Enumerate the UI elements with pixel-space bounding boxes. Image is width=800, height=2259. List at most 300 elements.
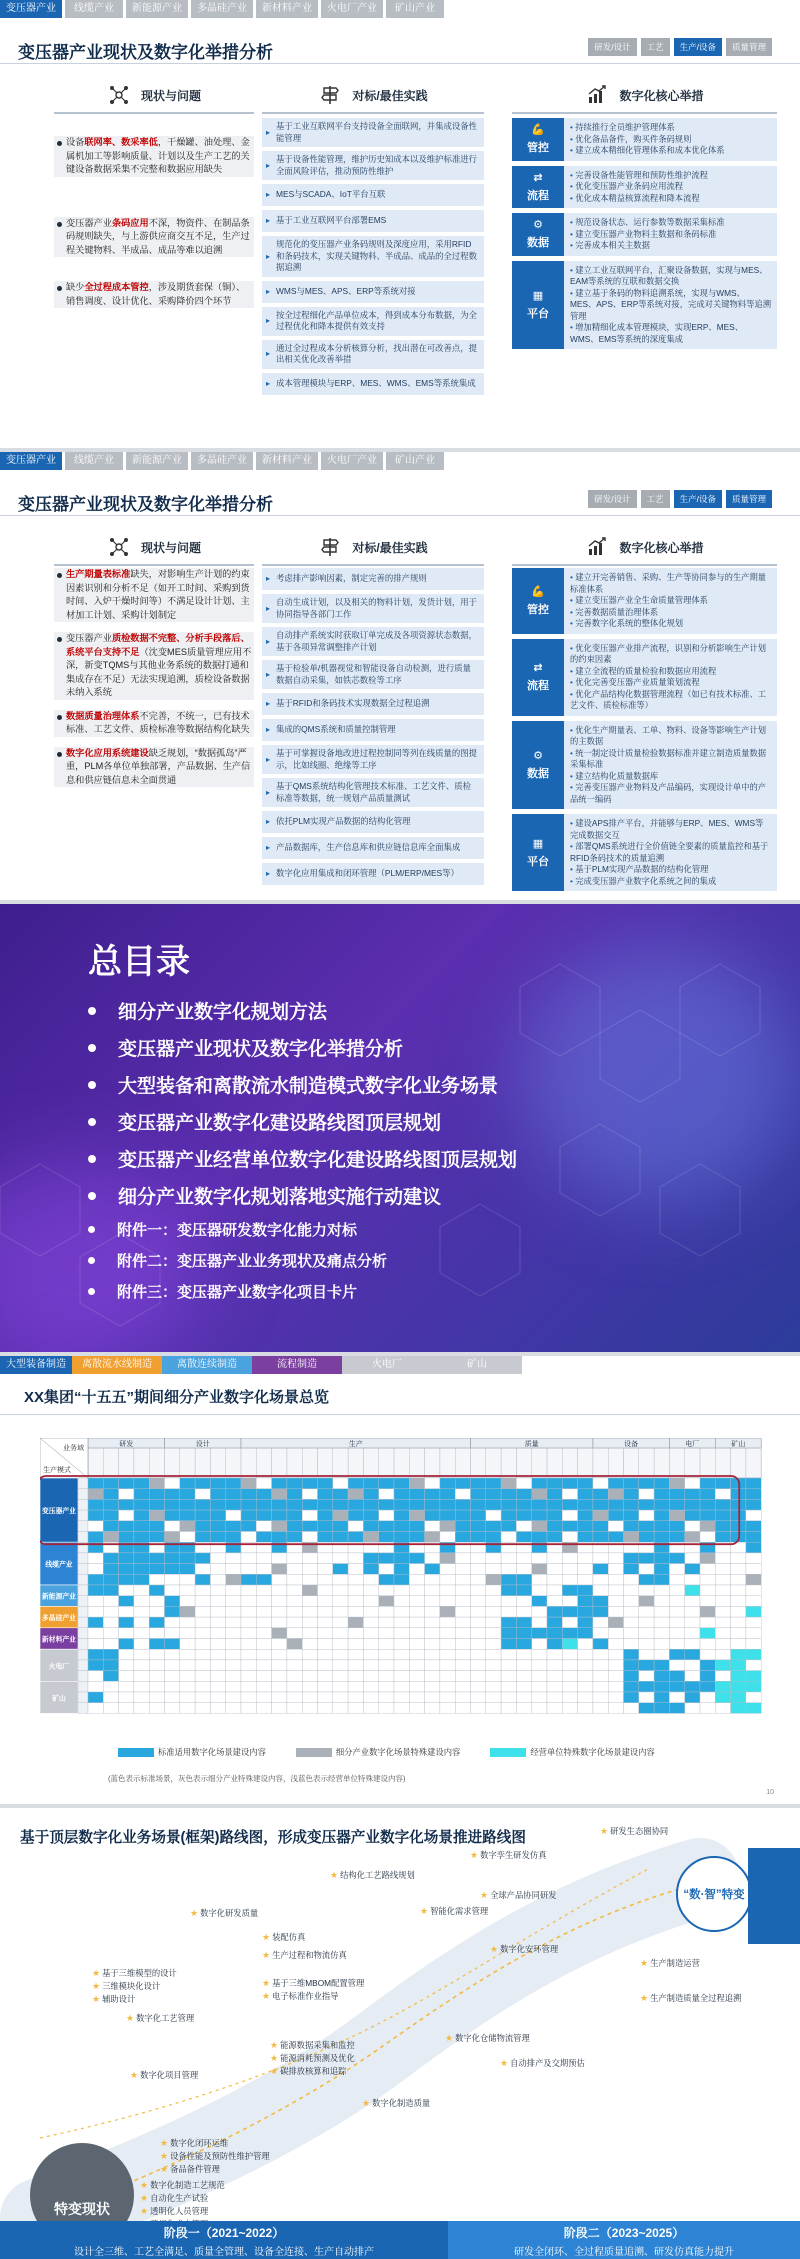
tab-new-material[interactable]: 新材料产业: [256, 0, 318, 18]
matrix-cell: [685, 1574, 700, 1585]
tab-cable[interactable]: 线缆产业: [65, 452, 123, 470]
toc-item[interactable]: 大型装备和离散流水制造模式数字化业务场景: [88, 1066, 728, 1103]
matrix-cell: [241, 1489, 256, 1500]
matrix-cell: [639, 1478, 654, 1489]
matrix-cell: [256, 1649, 271, 1660]
matrix-cell: [593, 1617, 608, 1628]
matrix-cell: [287, 1628, 302, 1639]
matrix-cell: [363, 1564, 378, 1575]
tab-polysilicon[interactable]: 多晶硅产业: [191, 452, 253, 470]
matrix-cell: [700, 1596, 715, 1607]
matrix-cell: [256, 1478, 271, 1489]
matrix-cell: [624, 1703, 639, 1714]
matrix-cell: [425, 1489, 440, 1500]
matrix-cell: [119, 1532, 134, 1543]
matrix-cell: [486, 1681, 501, 1692]
matrix-cell: [149, 1532, 164, 1543]
roadmap-scenario-node: ★ 设备性能及预防性维护管理: [160, 2151, 270, 2161]
matrix-cell: [134, 1639, 149, 1650]
matrix-cell: [195, 1553, 210, 1564]
matrix-cell: [119, 1553, 134, 1564]
stage-rd: 研发/设计: [588, 38, 636, 56]
matrix-cell: [88, 1489, 103, 1500]
matrix-cell: [318, 1596, 333, 1607]
matrix-cell: [379, 1478, 394, 1489]
matrix-cell: [333, 1564, 348, 1575]
matrix-cell: [440, 1521, 455, 1532]
matrix-cell: [578, 1510, 593, 1521]
matrix-cell: [654, 1532, 669, 1543]
matrix-cell: [195, 1478, 210, 1489]
tab-transformer[interactable]: 变压器产业: [0, 0, 62, 18]
tab-power-plant[interactable]: 火电厂产业: [321, 0, 383, 18]
matrix-cell: [608, 1489, 623, 1500]
matrix-cell: [409, 1660, 424, 1671]
matrix-cell: [287, 1532, 302, 1543]
matrix-cell: [287, 1617, 302, 1628]
tab-discrete-line[interactable]: 离散流水线制造: [72, 1356, 162, 1374]
matrix-cell: [746, 1681, 761, 1692]
matrix-cell: [593, 1489, 608, 1500]
tab-transformer[interactable]: 变压器产业: [0, 452, 62, 470]
toc-item[interactable]: 变压器产业经营单位数字化建设路线图顶层规划: [88, 1140, 728, 1177]
matrix-cell: [103, 1489, 118, 1500]
benchmark-item: ▸ 基于检验单/机器视觉和智能设备自动检测，进行质量数据自动采集，如铁芯数检等工序: [262, 660, 484, 689]
matrix-cell: [103, 1553, 118, 1564]
toc-list: [88, 992, 728, 1307]
matrix-cell: [333, 1606, 348, 1617]
roadmap-scenario-node: ★ 透明化人员管理: [140, 2206, 209, 2216]
matrix-cell: [425, 1521, 440, 1532]
matrix-cell: [425, 1606, 440, 1617]
row-group-label: 新能源产业: [42, 1593, 76, 1601]
matrix-cell: [88, 1478, 103, 1489]
matrix-cell: [516, 1703, 531, 1714]
matrix-cell: [363, 1703, 378, 1714]
matrix-cell: [639, 1499, 654, 1510]
matrix-cell: [119, 1671, 134, 1682]
matrix-cell: [654, 1574, 669, 1585]
column-header-measures: [512, 530, 777, 566]
matrix-cell: [501, 1681, 516, 1692]
matrix-cell: [226, 1574, 241, 1585]
column-header-benchmark: [262, 78, 484, 114]
matrix-cell: [593, 1510, 608, 1521]
phase-two-bar: [448, 2221, 800, 2259]
matrix-cell: [700, 1606, 715, 1617]
matrix-cell: [547, 1671, 562, 1682]
star-icon: ★: [362, 2098, 371, 2108]
matrix-cell: [624, 1596, 639, 1607]
matrix-cell: [624, 1617, 639, 1628]
roadmap-scenario-node: ★ 数字化制造工艺规范: [140, 2180, 225, 2190]
matrix-cell: [272, 1596, 287, 1607]
matrix-cell: [134, 1617, 149, 1628]
matrix-cell: [746, 1692, 761, 1703]
matrix-cell: [593, 1499, 608, 1510]
matrix-cell: [379, 1660, 394, 1671]
matrix-cell: [624, 1564, 639, 1575]
tab-process[interactable]: 流程制造: [252, 1356, 342, 1374]
matrix-cell: [149, 1660, 164, 1671]
matrix-cell: [624, 1510, 639, 1521]
matrix-cell: [746, 1628, 761, 1639]
matrix-cell: [103, 1617, 118, 1628]
matrix-cell: [715, 1660, 730, 1671]
matrix-cell: [149, 1703, 164, 1714]
matrix-cell: [669, 1703, 684, 1714]
matrix-cell: [287, 1489, 302, 1500]
matrix-cell: [210, 1671, 225, 1682]
matrix-cell: [746, 1510, 761, 1521]
matrix-cell: [471, 1703, 486, 1714]
matrix-cell: [486, 1671, 501, 1682]
signpost-icon: [318, 83, 342, 107]
matrix-cell: [103, 1596, 118, 1607]
star-icon: ★: [262, 1991, 271, 2001]
matrix-footnote: (蓝色表示标准场景，灰色表示细分产业特殊建设内容，浅蓝色表示经营单位特殊建设内容): [108, 1774, 406, 1783]
matrix-cell: [302, 1649, 317, 1660]
tab-cable[interactable]: 线缆产业: [65, 0, 123, 18]
star-icon: ★: [330, 1870, 339, 1880]
matrix-cell: [516, 1532, 531, 1543]
toc-appendix-item[interactable]: 附件一：变压器研发数字化能力对标: [88, 1214, 728, 1245]
matrix-cell: [746, 1671, 761, 1682]
matrix-cell: [318, 1585, 333, 1596]
phase-one-desc: 设计全三维、工艺全满足、质量全管理、设备全连接、生产自动排产: [74, 2247, 374, 2258]
measure-item: • 建立基于条码的物料追溯系统，实现与WMS、MES、APS、ERP等系统对接，完成对关键物料等追溯管理: [570, 288, 771, 323]
matrix-cell: [608, 1628, 623, 1639]
matrix-cell: [210, 1628, 225, 1639]
matrix-cell: [241, 1532, 256, 1543]
measure-item: • 完善成本相关主数据: [570, 240, 771, 252]
benchmark-column: [262, 568, 484, 889]
star-icon: ★: [262, 1950, 271, 1960]
matrix-cell: [180, 1617, 195, 1628]
matrix-cell: [654, 1564, 669, 1575]
matrix-cell: [409, 1692, 424, 1703]
matrix-cell: [119, 1499, 134, 1510]
phase-two-desc: 研发全闭环、全过程质量追溯、研发仿真能力提升: [514, 2247, 734, 2258]
matrix-cell: [486, 1532, 501, 1543]
matrix-cell: [134, 1649, 149, 1660]
matrix-cell: [256, 1574, 271, 1585]
tab-large-equipment[interactable]: 大型装备制造: [0, 1356, 72, 1374]
matrix-cell: [425, 1585, 440, 1596]
matrix-cell: [119, 1617, 134, 1628]
matrix-cell: [654, 1671, 669, 1682]
matrix-cell: [440, 1639, 455, 1650]
star-icon: ★: [160, 2138, 169, 2148]
row-sub-label: [78, 1660, 88, 1671]
matrix-cell: [165, 1681, 180, 1692]
matrix-cell: [746, 1521, 761, 1532]
benchmark-item: ▸ 基于设备性能管理，维护历史知成本以及维护标准进行全面风险评估，推动预防性维护: [262, 151, 484, 180]
toc-appendix-item[interactable]: 附件二：变压器产业业务现状及痛点分析: [88, 1245, 728, 1276]
matrix-cell: [471, 1564, 486, 1575]
measure-item: • 优化备品备件，购买件条码规则: [570, 134, 771, 146]
row-sub-label: [78, 1478, 88, 1489]
matrix-cell: [547, 1564, 562, 1575]
matrix-cell: [547, 1574, 562, 1585]
tab-discrete-continuous[interactable]: 离散连续制造: [162, 1356, 252, 1374]
row-sub-label: [78, 1532, 88, 1543]
matrix-cell: [409, 1639, 424, 1650]
matrix-cell: [195, 1521, 210, 1532]
row-group-label: 火电厂: [48, 1663, 70, 1671]
matrix-cell: [562, 1681, 577, 1692]
matrix-cell: [363, 1660, 378, 1671]
star-icon: ★: [490, 1944, 499, 1954]
matrix-cell: [455, 1510, 470, 1521]
matrix-cell: [639, 1596, 654, 1607]
star-icon: ★: [420, 1906, 429, 1916]
matrix-cell: [394, 1671, 409, 1682]
row-sub-label: [78, 1703, 88, 1714]
matrix-cell: [363, 1510, 378, 1521]
matrix-cell: [471, 1660, 486, 1671]
row-group-label: 矿山: [52, 1695, 66, 1703]
matrix-cell: [256, 1660, 271, 1671]
flow-icon: ⇄: [533, 171, 543, 184]
matrix-cell: [624, 1692, 639, 1703]
matrix-cell: [88, 1703, 103, 1714]
tab-new-material[interactable]: 新材料产业: [256, 452, 318, 470]
matrix-cell: [103, 1521, 118, 1532]
matrix-cell: [532, 1628, 547, 1639]
category-label: 数据: [527, 237, 549, 250]
matrix-cell: [639, 1532, 654, 1543]
matrix-cell: [241, 1639, 256, 1650]
toc-item[interactable]: 变压器产业现状及数字化举措分析: [88, 1029, 728, 1066]
tab-mine[interactable]: 矿山产业: [386, 0, 444, 18]
roadmap-scenario-node: ★ 研发生态圈协同: [600, 1826, 669, 1836]
matrix-cell: [578, 1681, 593, 1692]
matrix-cell: [654, 1553, 669, 1564]
roadmap-scenario-node: ★ 数字孪生研发仿真: [470, 1850, 547, 1860]
matrix-cell: [195, 1596, 210, 1607]
matrix-cell: [486, 1521, 501, 1532]
matrix-cell: [363, 1478, 378, 1489]
matrix-cell: [501, 1639, 516, 1650]
star-icon: ★: [140, 2180, 149, 2190]
matrix-cell: [532, 1499, 547, 1510]
matrix-cell: [639, 1521, 654, 1532]
issue-item: 变压器产业条码应用不深，物资件、在制品条码规则缺失，与上游供应商交互不足，生产过程关键物料、半成品、成品等难以追溯: [54, 217, 254, 258]
matrix-cell: [302, 1628, 317, 1639]
matrix-cell: [272, 1681, 287, 1692]
matrix-cell: [119, 1564, 134, 1575]
matrix-cell: [348, 1585, 363, 1596]
matrix-cell: [195, 1585, 210, 1596]
matrix-cell: [715, 1521, 730, 1532]
matrix-cell: [547, 1660, 562, 1671]
matrix-cell: [669, 1606, 684, 1617]
stage-quality: 质量管理: [726, 490, 772, 508]
matrix-cell: [88, 1564, 103, 1575]
measure-item: • 建立变压器产业全生命质量管理体系: [570, 595, 771, 607]
matrix-cell: [486, 1489, 501, 1500]
matrix-cell: [134, 1692, 149, 1703]
matrix-cell: [363, 1692, 378, 1703]
matrix-cell: [746, 1596, 761, 1607]
matrix-cell: [180, 1521, 195, 1532]
tab-power-plant[interactable]: 火电厂产业: [321, 452, 383, 470]
matrix-cell: [149, 1596, 164, 1607]
matrix-cell: [532, 1703, 547, 1714]
phase-one-name: 阶段一（2021~2022）: [163, 2226, 285, 2240]
matrix-cell: [394, 1532, 409, 1543]
matrix-cell: [669, 1499, 684, 1510]
matrix-cell: [287, 1681, 302, 1692]
matrix-cell: [455, 1596, 470, 1607]
matrix-cell: [272, 1660, 287, 1671]
matrix-cell: [333, 1499, 348, 1510]
matrix-cell: [119, 1510, 134, 1521]
matrix-cell: [348, 1532, 363, 1543]
matrix-cell: [394, 1585, 409, 1596]
slide-transformer-analysis-1: [0, 0, 800, 448]
roadmap-scenario-node: ★ 生产制造质量全过程追溯: [640, 1993, 742, 2003]
star-icon: ★: [270, 2040, 279, 2050]
matrix-cell: [608, 1532, 623, 1543]
flow-icon: ⇄: [533, 662, 543, 674]
matrix-cell: [409, 1499, 424, 1510]
tab-new-energy[interactable]: 新能源产业: [126, 0, 188, 18]
toc-item[interactable]: 细分产业数字化规划方法: [88, 992, 728, 1029]
matrix-cell: [425, 1617, 440, 1628]
matrix-cell: [363, 1606, 378, 1617]
matrix-cell: [272, 1564, 287, 1575]
matrix-cell: [578, 1596, 593, 1607]
toc-item[interactable]: 细分产业数字化规划落地实施行动建议: [88, 1177, 728, 1214]
toc-item[interactable]: 变压器产业数字化建设路线图顶层规划: [88, 1103, 728, 1140]
matrix-cell: [287, 1510, 302, 1521]
matrix-cell: [134, 1703, 149, 1714]
matrix-cell: [88, 1692, 103, 1703]
matrix-cell: [379, 1606, 394, 1617]
matrix-cell: [700, 1564, 715, 1575]
matrix-cell: [165, 1692, 180, 1703]
scenario-matrix-grid: [40, 1438, 770, 1738]
matrix-cell: [685, 1692, 700, 1703]
matrix-cell: [624, 1606, 639, 1617]
matrix-cell: [165, 1639, 180, 1650]
toc-appendix-item[interactable]: 附件三：变压器产业数字化项目卡片: [88, 1276, 728, 1307]
matrix-cell: [394, 1639, 409, 1650]
tab-mine[interactable]: 矿山: [432, 1356, 522, 1374]
matrix-cell: [501, 1489, 516, 1500]
matrix-cell: [134, 1671, 149, 1682]
matrix-cell: [88, 1628, 103, 1639]
matrix-cell: [624, 1639, 639, 1650]
matrix-cell: [455, 1703, 470, 1714]
matrix-cell: [746, 1606, 761, 1617]
matrix-cell: [318, 1628, 333, 1639]
matrix-cell: [256, 1521, 271, 1532]
star-icon: ★: [470, 1850, 479, 1860]
roadmap-scenario-node: ★ 数字化仓储物流管理: [445, 2033, 530, 2043]
matrix-cell: [180, 1564, 195, 1575]
matrix-cell: [562, 1489, 577, 1500]
slide-transformer-analysis-2: [0, 452, 800, 900]
matrix-cell: [455, 1478, 470, 1489]
row-sub-label: [78, 1606, 88, 1617]
benchmark-item: ▸ 基于可掌握设备地改进过程控制同等列在线质量的图提示，比如线圈、绝缘等工序: [262, 745, 484, 774]
matrix-cell: [256, 1585, 271, 1596]
matrix-cell: [226, 1596, 241, 1607]
matrix-cell: [486, 1692, 501, 1703]
matrix-cell: [409, 1681, 424, 1692]
matrix-cell: [333, 1489, 348, 1500]
matrix-cell: [685, 1564, 700, 1575]
tab-power-plant[interactable]: 火电厂: [342, 1356, 432, 1374]
matrix-cell: [409, 1553, 424, 1564]
matrix-cell: [715, 1703, 730, 1714]
matrix-cell: [654, 1489, 669, 1500]
matrix-cell: [669, 1574, 684, 1585]
matrix-cell: [425, 1532, 440, 1543]
matrix-cell: [731, 1639, 746, 1650]
matrix-cell: [685, 1681, 700, 1692]
matrix-cell: [165, 1628, 180, 1639]
matrix-cell: [486, 1639, 501, 1650]
matrix-cell: [103, 1639, 118, 1650]
matrix-cell: [241, 1692, 256, 1703]
matrix-cell: [731, 1521, 746, 1532]
matrix-cell: [119, 1628, 134, 1639]
matrix-cell: [471, 1649, 486, 1660]
matrix-cell: [195, 1671, 210, 1682]
matrix-cell: [532, 1617, 547, 1628]
matrix-cell: [700, 1639, 715, 1650]
matrix-cell: [180, 1628, 195, 1639]
tab-new-energy[interactable]: 新能源产业: [126, 452, 188, 470]
matrix-cell: [516, 1617, 531, 1628]
matrix-cell: [516, 1628, 531, 1639]
benchmark-item: ▸ 按全过程细化产品单位成本，得到成本分布数据，为全过程优化和降本提供有效支持: [262, 307, 484, 336]
matrix-cell: [210, 1617, 225, 1628]
matrix-cell: [379, 1521, 394, 1532]
matrix-cell: [363, 1553, 378, 1564]
matrix-cell: [348, 1510, 363, 1521]
matrix-cell: [363, 1649, 378, 1660]
matrix-cell: [516, 1671, 531, 1682]
matrix-cell: [165, 1510, 180, 1521]
matrix-cell: [654, 1606, 669, 1617]
matrix-cell: [715, 1628, 730, 1639]
row-group-label: 多晶硅产业: [42, 1615, 76, 1623]
measure-item: • 完善设备性能管理和预防性维护流程: [570, 170, 771, 182]
matrix-cell: [318, 1489, 333, 1500]
tab-mine[interactable]: 矿山产业: [386, 452, 444, 470]
matrix-cell: [379, 1489, 394, 1500]
matrix-cell: [226, 1499, 241, 1510]
matrix-cell: [746, 1499, 761, 1510]
matrix-cell: [256, 1564, 271, 1575]
matrix-cell: [608, 1478, 623, 1489]
matrix-cell: [226, 1639, 241, 1650]
tab-polysilicon[interactable]: 多晶硅产业: [191, 0, 253, 18]
matrix-cell: [348, 1478, 363, 1489]
matrix-cell: [562, 1692, 577, 1703]
matrix-cell: [272, 1510, 287, 1521]
matrix-cell: [700, 1521, 715, 1532]
matrix-cell: [593, 1478, 608, 1489]
matrix-cell: [455, 1639, 470, 1650]
matrix-cell: [195, 1660, 210, 1671]
star-icon: ★: [640, 1958, 649, 1968]
